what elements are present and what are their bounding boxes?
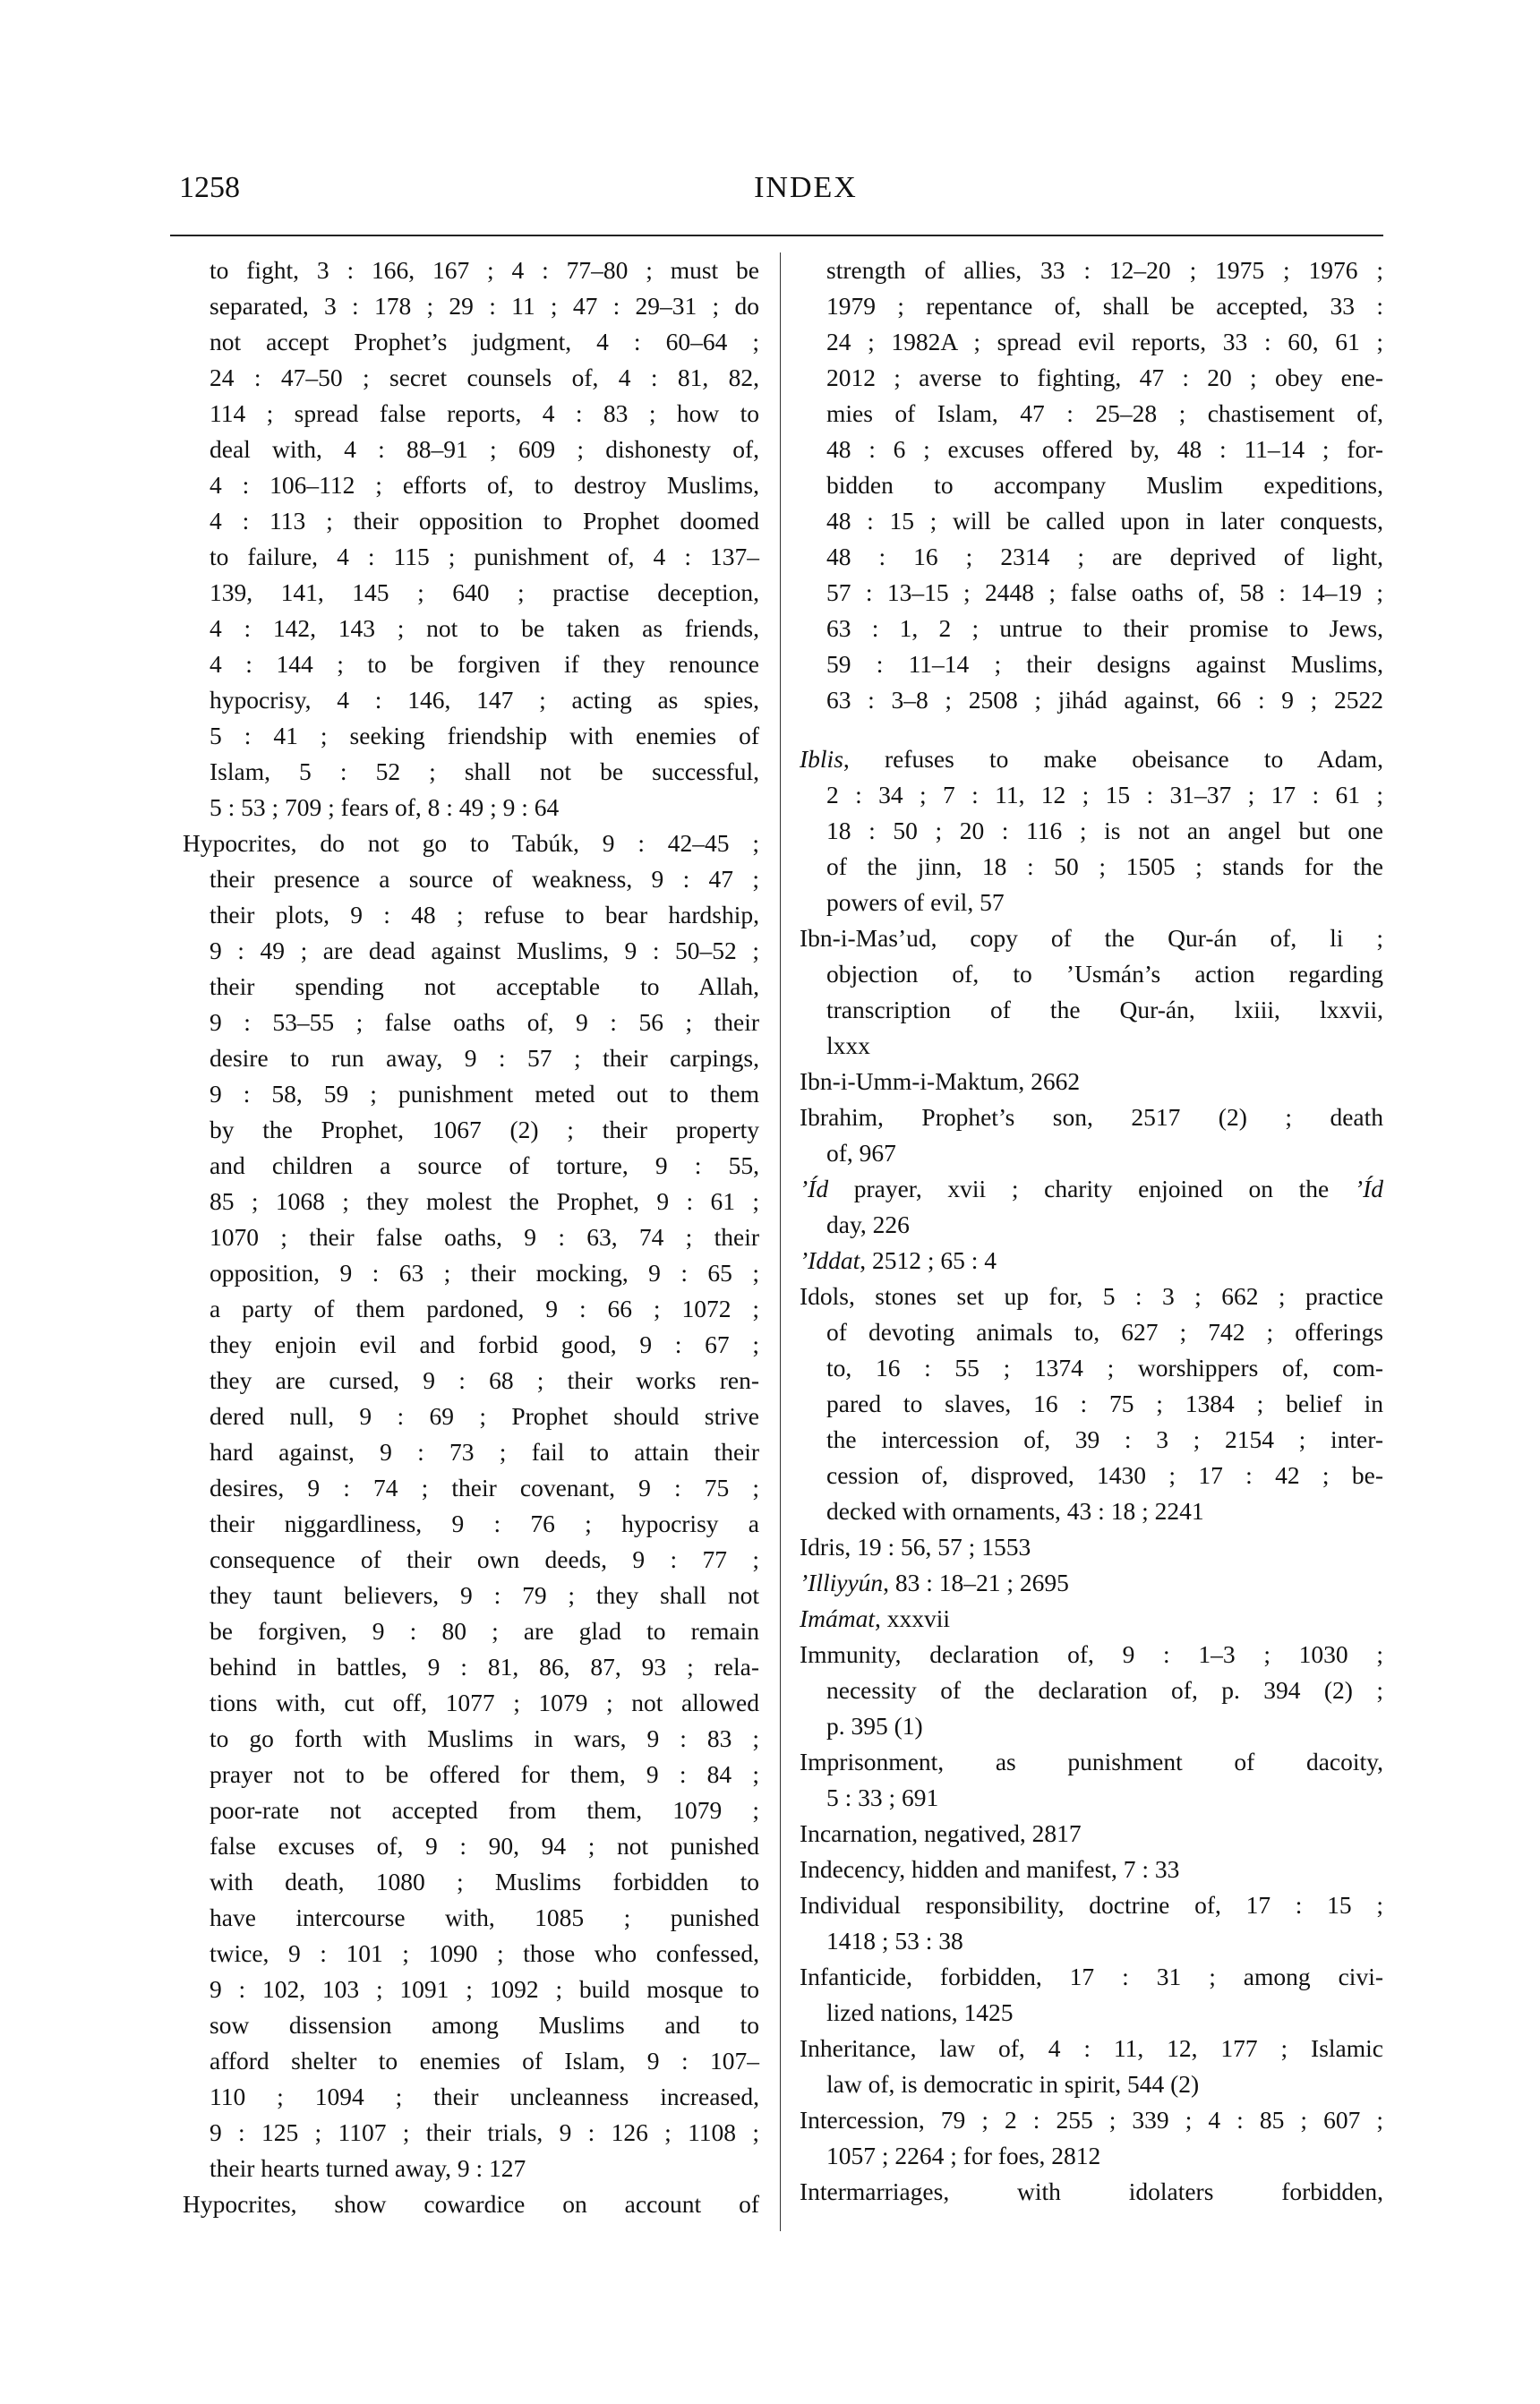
index-entry-text: prayer, xvii ; charity enjoined on the bbox=[828, 1175, 1355, 1202]
index-entry-imamat bbox=[800, 1601, 1383, 1637]
index-line: separated, 3 : 178 ; 29 : 11 ; 47 : 29–31 ; do bbox=[210, 292, 759, 320]
index-entry-heading: ’Iddat bbox=[800, 1246, 860, 1274]
index-entry-heading-line: Intermarriages, with idolaters forbidden, bbox=[800, 2177, 1383, 2205]
index-line: hard against, 9 : 73 ; fail to attain their bbox=[210, 1438, 759, 1466]
index-line: to fight, 3 : 166, 167 ; 4 : 77–80 ; must be bbox=[210, 256, 759, 284]
index-entry-heading-line bbox=[800, 1243, 1383, 1279]
index-entry-immunity bbox=[800, 1637, 1383, 1744]
index-entry-heading: Iblis bbox=[800, 745, 843, 773]
index-line: 24 ; 1982A ; spread evil reports, 33 : 60, 61 ; bbox=[826, 328, 1383, 355]
index-line: 139, 141, 145 ; 640 ; practise deception, bbox=[210, 578, 759, 606]
index-line: by the Prophet, 1067 (2) ; their property bbox=[210, 1116, 759, 1143]
index-line: 1418 ; 53 : 38 bbox=[826, 1927, 963, 1955]
index-entry-heading-line: Immunity, declaration of, 9 : 1–3 ; 1030 ; bbox=[800, 1640, 1383, 1668]
index-line: to, 16 : 55 ; 1374 ; worshippers of, com- bbox=[826, 1354, 1383, 1382]
index-line: 5 : 53 ; 709 ; fears of, 8 : 49 ; 9 : 64 bbox=[210, 793, 560, 821]
index-entry-indecency bbox=[800, 1852, 1383, 1887]
index-line: 63 : 3–8 ; 2508 ; jihád against, 66 : 9 ; 2522 bbox=[826, 686, 1383, 714]
index-line: 110 ; 1094 ; their uncleanness increased, bbox=[210, 2083, 759, 2110]
index-line: their hearts turned away, 9 : 127 bbox=[210, 2154, 526, 2182]
index-line: 85 ; 1068 ; they molest the Prophet, 9 : 61 ; bbox=[210, 1187, 759, 1215]
index-entry-text: , xxxvii bbox=[875, 1604, 951, 1632]
index-entry-heading-line: Individual responsibility, doctrine of, 17 : 15 ; bbox=[800, 1891, 1383, 1919]
index-line: of the jinn, 18 : 50 ; 1505 ; stands for the bbox=[826, 852, 1383, 880]
index-line: sow dissension among Muslims and to bbox=[210, 2011, 759, 2039]
index-entry-inheritance bbox=[800, 2031, 1383, 2102]
index-line: 9 : 58, 59 ; punishment meted out to them bbox=[210, 1080, 759, 1108]
index-line: desires, 9 : 74 ; their covenant, 9 : 75 ; bbox=[210, 1474, 759, 1501]
index-line: they enjoin evil and forbid good, 9 : 67 ; bbox=[210, 1330, 759, 1358]
index-entry-heading-line: Intercession, 79 ; 2 : 255 ; 339 ; 4 : 85 ; 607 ; bbox=[800, 2106, 1383, 2134]
index-line: 57 : 13–15 ; 2448 ; false oaths of, 58 : 14–19 ; bbox=[826, 578, 1383, 606]
index-line: necessity of the declaration of, p. 394 (2) ; bbox=[826, 1676, 1383, 1704]
index-line: 4 : 113 ; their opposition to Prophet doomed bbox=[210, 507, 759, 535]
index-entry-ibn-i-umm-i-maktum bbox=[800, 1064, 1383, 1099]
index-line: lized nations, 1425 bbox=[826, 1998, 1014, 2026]
index-entry-ibrahim bbox=[800, 1099, 1383, 1171]
index-line: day, 226 bbox=[826, 1211, 910, 1238]
index-entry-hypocrites-continued-right bbox=[800, 252, 1383, 718]
index-entry-heading-line: Imprisonment, as punishment of dacoity, bbox=[800, 1748, 1383, 1775]
index-line: bidden to accompany Muslim expeditions, bbox=[826, 471, 1383, 499]
index-entry-heading-line bbox=[800, 1565, 1383, 1601]
index-line: 9 : 102, 103 ; 1091 ; 1092 ; build mosque to bbox=[210, 1975, 759, 2003]
index-entry-hypocrites-tabuk bbox=[183, 826, 759, 2186]
index-entry-illiyyun bbox=[800, 1565, 1383, 1601]
index-line: poor-rate not accepted from them, 1079 ; bbox=[210, 1796, 759, 1824]
index-entry-heading-line: Infanticide, forbidden, 17 : 31 ; among civi- bbox=[800, 1963, 1383, 1990]
index-line: 114 ; spread false reports, 4 : 83 ; how to bbox=[210, 399, 759, 427]
index-line: false excuses of, 9 : 90, 94 ; not punished bbox=[210, 1832, 759, 1860]
index-line: behind in battles, 9 : 81, 86, 87, 93 ; rela- bbox=[210, 1653, 759, 1681]
index-entry-heading-line bbox=[800, 1171, 1383, 1207]
index-line: strength of allies, 33 : 12–20 ; 1975 ; 1976 ; bbox=[826, 256, 1383, 284]
index-line: deal with, 4 : 88–91 ; 609 ; dishonesty of, bbox=[210, 435, 759, 463]
index-column-left bbox=[183, 252, 759, 2222]
index-line: mies of Islam, 47 : 25–28 ; chastisement of, bbox=[826, 399, 1383, 427]
index-line: with death, 1080 ; Muslims forbidden to bbox=[210, 1868, 759, 1895]
index-line: tions with, cut off, 1077 ; 1079 ; not allowed bbox=[210, 1689, 759, 1716]
index-line: p. 395 (1) bbox=[826, 1712, 923, 1740]
index-entry-heading-line: Ibn-i-Umm-i-Maktum, 2662 bbox=[800, 1067, 1081, 1095]
index-line: a party of them pardoned, 9 : 66 ; 1072 ; bbox=[210, 1295, 759, 1322]
index-entry-hypocrites-cowardice bbox=[183, 2186, 759, 2222]
index-line: 18 : 50 ; 20 : 116 ; is not an angel but one bbox=[826, 817, 1383, 844]
index-entry-heading-line: Hypocrites, show cowardice on account of bbox=[183, 2190, 759, 2218]
index-entry-intermarriages bbox=[800, 2174, 1383, 2210]
index-line: their presence a source of weakness, 9 : 47 ; bbox=[210, 865, 759, 893]
index-entry-heading-line: Indecency, hidden and manifest, 7 : 33 bbox=[800, 1855, 1180, 1883]
column-divider bbox=[780, 252, 781, 2231]
index-line: of devoting animals to, 627 ; 742 ; offerings bbox=[826, 1318, 1383, 1346]
index-line: desire to run away, 9 : 57 ; their carpings, bbox=[210, 1044, 759, 1072]
index-line: be forgiven, 9 : 80 ; are glad to remain bbox=[210, 1617, 759, 1645]
index-line: 9 : 49 ; are dead against Muslims, 9 : 50–52 ; bbox=[210, 937, 759, 964]
index-line: their niggardliness, 9 : 76 ; hypocrisy a bbox=[210, 1510, 759, 1537]
index-line: to go forth with Muslims in wars, 9 : 83 ; bbox=[210, 1724, 759, 1752]
index-line: Islam, 5 : 52 ; shall not be successful, bbox=[210, 757, 759, 785]
index-line: transcription of the Qur-án, lxiii, lxxvii, bbox=[826, 996, 1383, 1023]
index-entry-iblis bbox=[800, 741, 1383, 920]
index-line: the intercession of, 39 : 3 ; 2154 ; inter- bbox=[826, 1425, 1383, 1453]
index-entry-imprisonment bbox=[800, 1744, 1383, 1816]
header-rule bbox=[170, 235, 1383, 236]
index-line: 48 : 15 ; will be called upon in later conquests, bbox=[826, 507, 1383, 535]
index-line: cession of, disproved, 1430 ; 17 : 42 ; be- bbox=[826, 1461, 1383, 1489]
index-entry-heading-line bbox=[800, 1601, 1383, 1637]
index-line: they taunt believers, 9 : 79 ; they shall not bbox=[210, 1581, 759, 1609]
index-entry-ibn-i-masud bbox=[800, 920, 1383, 1064]
index-entry-text: , 83 : 18–21 ; 2695 bbox=[883, 1569, 1069, 1596]
index-entry-text: , refuses to make obeisance to Adam, bbox=[843, 745, 1383, 773]
index-line: objection of, to ’Usmán’s action regarding bbox=[826, 960, 1383, 988]
index-line: 5 : 41 ; seeking friendship with enemies of bbox=[210, 722, 759, 749]
index-line: 9 : 53–55 ; false oaths of, 9 : 56 ; their bbox=[210, 1008, 759, 1036]
index-entry-heading-line: Hypocrites, do not go to Tabúk, 9 : 42–45 ; bbox=[183, 829, 759, 857]
index-entry-idols bbox=[800, 1279, 1383, 1529]
index-line: 4 : 144 ; to be forgiven if they renounce bbox=[210, 650, 759, 678]
index-entry-heading-line bbox=[800, 741, 1383, 777]
index-entry-id bbox=[800, 1171, 1383, 1243]
index-entry-italic-term: ’Íd bbox=[1354, 1175, 1383, 1202]
index-line: 9 : 125 ; 1107 ; their trials, 9 : 126 ; 1108 ; bbox=[210, 2118, 759, 2146]
index-entry-hypocrites-continued bbox=[183, 252, 759, 826]
index-line: dered null, 9 : 69 ; Prophet should strive bbox=[210, 1402, 759, 1430]
index-line: pared to slaves, 16 : 75 ; 1384 ; belief in bbox=[826, 1390, 1383, 1417]
index-line: 4 : 142, 143 ; not to be taken as friends, bbox=[210, 614, 759, 642]
index-line: and children a source of torture, 9 : 55, bbox=[210, 1151, 759, 1179]
index-line: 48 : 6 ; excuses offered by, 48 : 11–14 ; for- bbox=[826, 435, 1383, 463]
index-line: have intercourse with, 1085 ; punished bbox=[210, 1904, 759, 1931]
running-head: INDEX bbox=[754, 171, 858, 204]
index-line: of, 967 bbox=[826, 1139, 896, 1167]
index-line: 59 : 11–14 ; their designs against Muslims, bbox=[826, 650, 1383, 678]
index-entry-iddat bbox=[800, 1243, 1383, 1279]
index-entry-heading-line: Ibn-i-Mas’ud, copy of the Qur-án of, li ; bbox=[800, 924, 1383, 952]
index-entry-idris bbox=[800, 1529, 1383, 1565]
index-line: powers of evil, 57 bbox=[826, 888, 1005, 916]
index-line: 48 : 16 ; 2314 ; are deprived of light, bbox=[826, 543, 1383, 570]
section-gap bbox=[800, 718, 1383, 741]
index-entry-heading: ’Íd bbox=[800, 1175, 829, 1202]
index-entry-heading-line: Ibrahim, Prophet’s son, 2517 (2) ; death bbox=[800, 1103, 1383, 1131]
index-line: opposition, 9 : 63 ; their mocking, 9 : 65 ; bbox=[210, 1259, 759, 1287]
index-line: 1070 ; their false oaths, 9 : 63, 74 ; their bbox=[210, 1223, 759, 1251]
index-line: 1979 ; repentance of, shall be accepted, 33 : bbox=[826, 292, 1383, 320]
index-line: not accept Prophet’s judgment, 4 : 60–64 ; bbox=[210, 328, 759, 355]
index-line: 5 : 33 ; 691 bbox=[826, 1784, 939, 1811]
index-entry-individual-responsibility bbox=[800, 1887, 1383, 1959]
index-line: 4 : 106–112 ; efforts of, to destroy Muslims, bbox=[210, 471, 759, 499]
index-line: prayer not to be offered for them, 9 : 84 ; bbox=[210, 1760, 759, 1788]
index-line: 2012 ; averse to fighting, 47 : 20 ; obey ene- bbox=[826, 364, 1383, 391]
index-line: consequence of their own deeds, 9 : 77 ; bbox=[210, 1545, 759, 1573]
index-line: to failure, 4 : 115 ; punishment of, 4 : 137– bbox=[210, 543, 759, 570]
index-line: twice, 9 : 101 ; 1090 ; those who confessed, bbox=[210, 1939, 759, 1967]
index-entry-intercession bbox=[800, 2102, 1383, 2174]
index-line: hypocrisy, 4 : 146, 147 ; acting as spies, bbox=[210, 686, 759, 714]
index-line: their spending not acceptable to Allah, bbox=[210, 972, 759, 1000]
index-line: 1057 ; 2264 ; for foes, 2812 bbox=[826, 2142, 1101, 2169]
index-entry-heading-line: Incarnation, negatived, 2817 bbox=[800, 1819, 1082, 1847]
index-entry-heading: ’Illiyyún bbox=[800, 1569, 884, 1596]
index-entry-heading-line: Idols, stones set up for, 5 : 3 ; 662 ; practice bbox=[800, 1282, 1383, 1310]
index-line: law of, is democratic in spirit, 544 (2) bbox=[826, 2070, 1200, 2098]
index-column-right bbox=[800, 252, 1383, 2210]
index-entry-heading-line: Inheritance, law of, 4 : 11, 12, 177 ; Islamic bbox=[800, 2034, 1383, 2062]
index-line: they are cursed, 9 : 68 ; their works ren- bbox=[210, 1366, 759, 1394]
index-line: 63 : 1, 2 ; untrue to their promise to Jews, bbox=[826, 614, 1383, 642]
page-number: 1258 bbox=[179, 171, 240, 204]
index-line: their plots, 9 : 48 ; refuse to bear hardship, bbox=[210, 901, 759, 928]
index-entry-heading-line: Idris, 19 : 56, 57 ; 1553 bbox=[800, 1533, 1031, 1561]
index-entry-heading: Imámat bbox=[800, 1604, 876, 1632]
index-entry-text: , 2512 ; 65 : 4 bbox=[860, 1246, 997, 1274]
index-entry-infanticide bbox=[800, 1959, 1383, 2031]
index-entry-incarnation bbox=[800, 1816, 1383, 1852]
index-line: afford shelter to enemies of Islam, 9 : 107– bbox=[210, 2047, 759, 2075]
index-line: 2 : 34 ; 7 : 11, 12 ; 15 : 31–37 ; 17 : 61 ; bbox=[826, 781, 1383, 808]
index-line: 24 : 47–50 ; secret counsels of, 4 : 81, 82, bbox=[210, 364, 759, 391]
index-line: decked with ornaments, 43 : 18 ; 2241 bbox=[826, 1497, 1204, 1525]
index-line: lxxx bbox=[826, 1031, 870, 1059]
